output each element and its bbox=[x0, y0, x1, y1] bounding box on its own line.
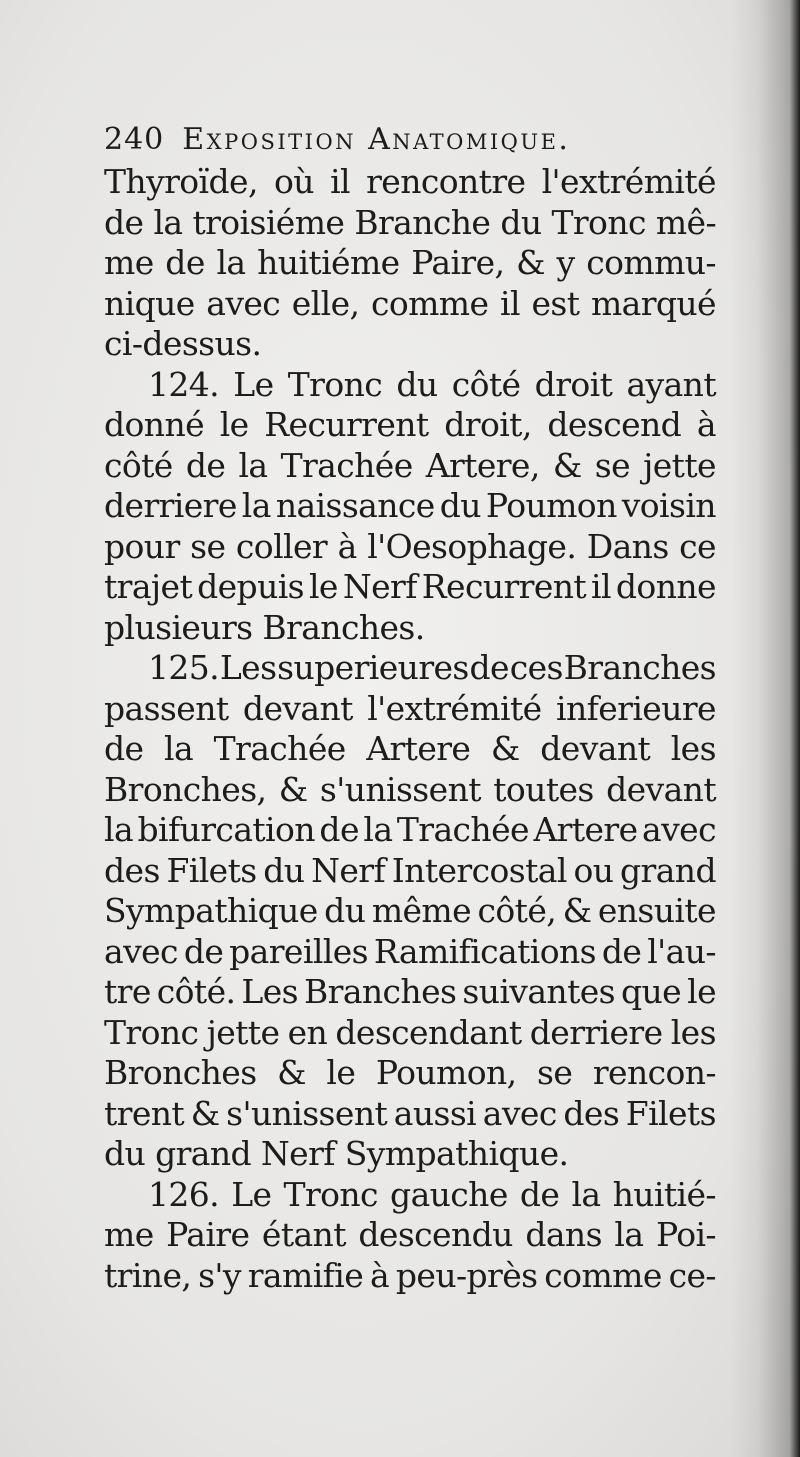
text-line: du grand Nerf Sympathique. bbox=[104, 1134, 569, 1173]
text-line: trajet depuis le Nerf Recurrent il donne bbox=[104, 567, 716, 606]
text-line: derriere la naissance du Poumon voisin bbox=[104, 486, 716, 525]
text-line: nique avec elle, comme il est marqué bbox=[104, 283, 716, 323]
text-line: ci-dessus. bbox=[104, 324, 262, 363]
body-text bbox=[104, 162, 716, 1296]
text-line: Sympathique du même côté, & ensuite bbox=[104, 891, 716, 930]
text-line: 125. Les superieures de ces Branches bbox=[148, 648, 716, 687]
text-line: Bronches & le Poumon, se rencon- bbox=[104, 1053, 716, 1092]
page-number: 240 bbox=[104, 122, 165, 157]
text-line: me de la huitiéme Paire, & y commu- bbox=[104, 243, 716, 282]
text-line: trent & s'unissent aussi avec des Filets bbox=[104, 1093, 716, 1133]
text-line: me Paire étant descendu dans la Poi- bbox=[104, 1215, 716, 1254]
text-line: des Filets du Nerf Intercostal ou grand bbox=[104, 850, 716, 890]
running-header bbox=[104, 118, 716, 162]
text-line: Bronches, & s'unissent toutes devant bbox=[104, 769, 716, 809]
text-line: passent devant l'extrémité inferieure bbox=[104, 688, 716, 728]
text-line: la bifurcation de la Trachée Artere avec bbox=[104, 810, 716, 849]
text-line: tre côté. Les Branches suivantes que le bbox=[104, 972, 716, 1011]
text-line: Tronc jette en descendant derriere les bbox=[104, 1012, 716, 1052]
running-title: Exposition Anatomique. bbox=[182, 122, 571, 157]
text-line: de la Trachée Artere & devant les bbox=[104, 729, 716, 768]
text-line: côté de la Trachée Artere, & se jette bbox=[104, 445, 716, 485]
text-line: 126. Le Tronc gauche de la huitié- bbox=[148, 1174, 716, 1214]
text-line: de la troisiéme Branche du Tronc mê- bbox=[104, 202, 716, 242]
text-line: pour se coller à l'Oesophage. Dans ce bbox=[104, 526, 716, 566]
text-line: avec de pareilles Ramifications de l'au- bbox=[104, 931, 716, 971]
page-text bbox=[104, 118, 716, 1296]
text-line: Thyroïde, où il rencontre l'extrémité bbox=[104, 162, 716, 201]
text-line: 124. Le Tronc du côté droit ayant bbox=[148, 364, 716, 404]
text-line: trine, s'y ramifie à peu-près comme ce- bbox=[104, 1255, 716, 1295]
text-line: plusieurs Branches. bbox=[104, 607, 425, 647]
spine-shadow bbox=[730, 0, 800, 1457]
text-line: donné le Recurrent droit, descend à bbox=[104, 405, 716, 444]
